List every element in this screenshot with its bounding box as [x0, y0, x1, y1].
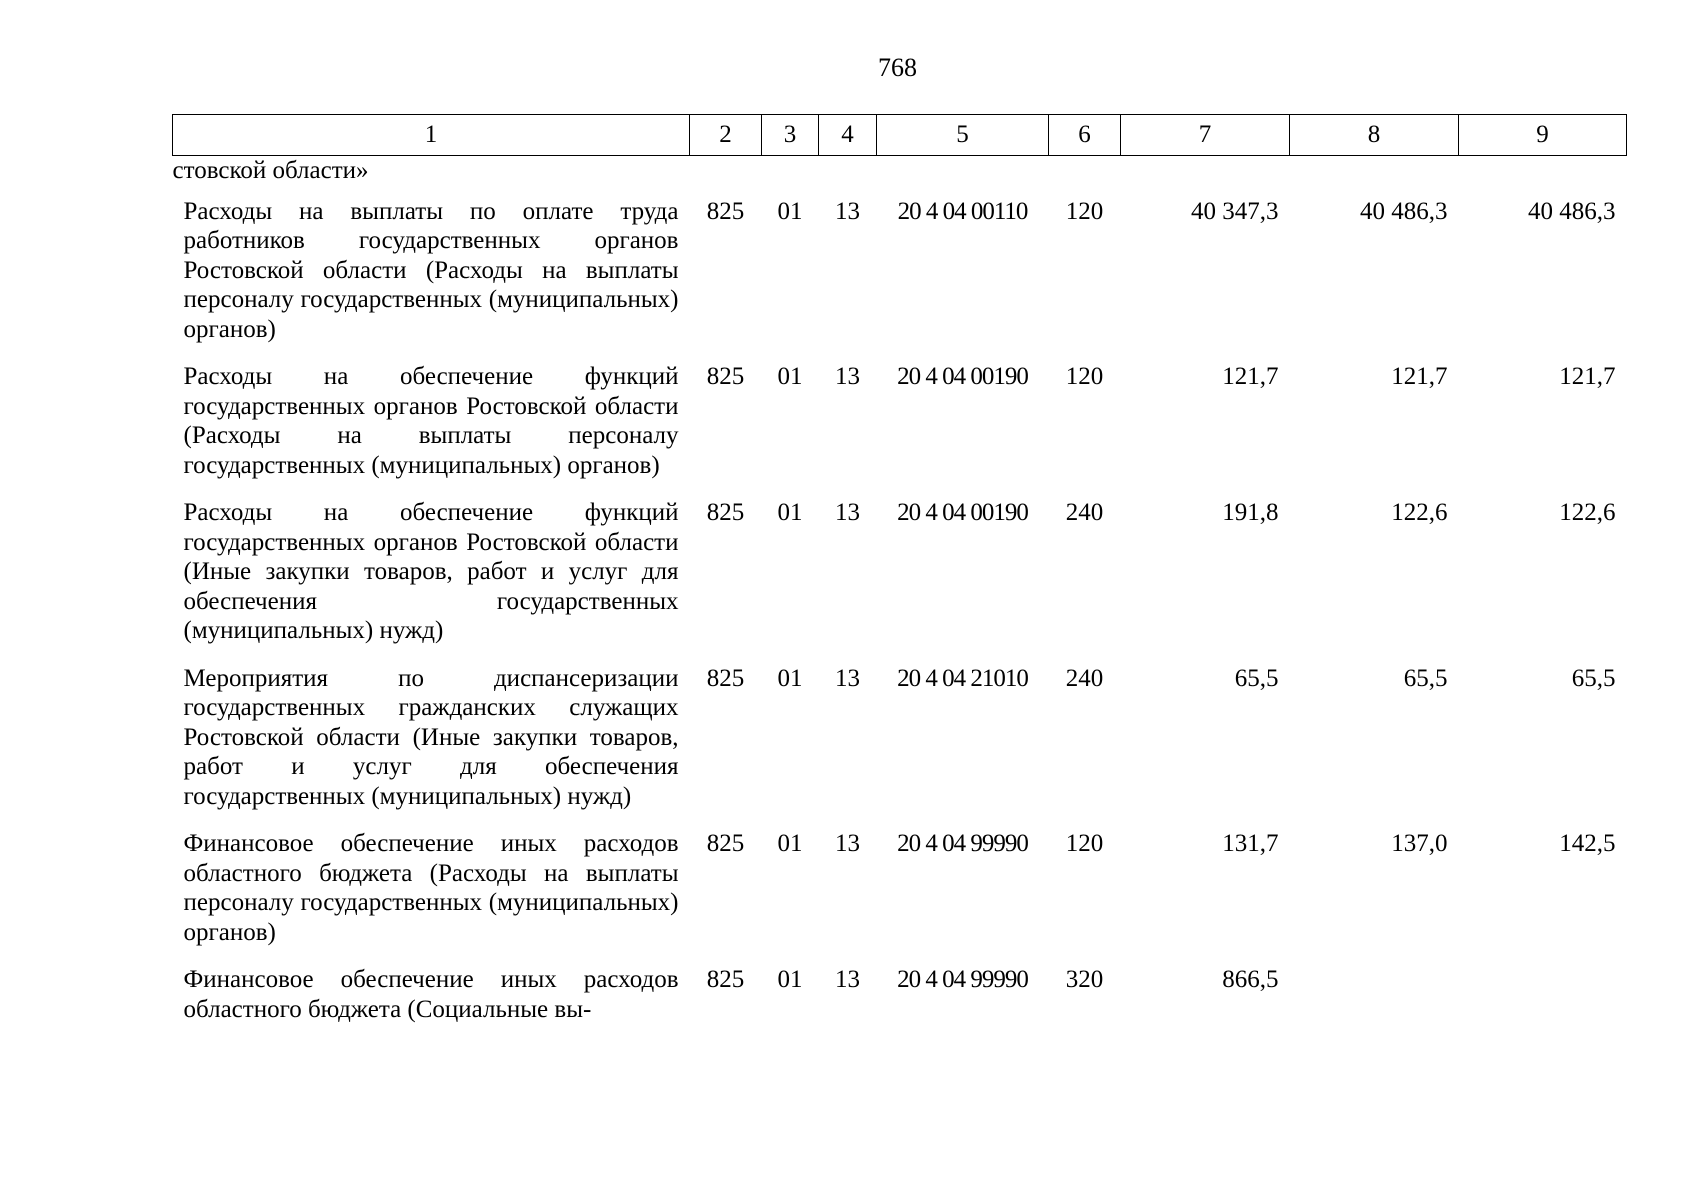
- row-section-code: 01: [777, 966, 803, 993]
- row-amount-col9: 142,5: [1559, 830, 1616, 857]
- row-amount-col7: 191,8: [1222, 499, 1279, 526]
- row-amount-col8: 137,0: [1391, 830, 1448, 857]
- table-row: [173, 353, 1627, 489]
- row-amount-col8: 122,6: [1391, 499, 1448, 526]
- column-header-7: 7: [1121, 115, 1290, 156]
- row-description: Расходы на выплаты по оплате труда работников государственных органов Ростовской области (Расходы на выплаты персоналу государственных (муниципальных) органов): [183, 197, 679, 343]
- table-row: [173, 655, 1627, 821]
- row-target-item-code: 20 4 04 00190: [897, 499, 1028, 526]
- row-section-code: 01: [777, 499, 803, 526]
- row-amount-col8: 65,5: [1403, 664, 1448, 692]
- row-amount-col9: 122,6: [1559, 499, 1616, 526]
- page-number: 768: [878, 53, 917, 82]
- empty-cell: [690, 156, 1627, 188]
- row-amount-col9: 40 486,3: [1528, 197, 1616, 225]
- continuation-row: [173, 156, 1627, 188]
- row-expense-type-code: 240: [1065, 664, 1104, 692]
- row-subsection-code: 13: [835, 363, 860, 390]
- budget-table: [172, 114, 1627, 1033]
- row-target-item-code: 20 4 04 00110: [897, 197, 1028, 225]
- table-row: [173, 820, 1627, 956]
- row-expense-type-code: 120: [1065, 197, 1104, 225]
- row-target-item-code: 20 4 04 99990: [897, 966, 1028, 993]
- continuation-text: стовской области»: [172, 157, 369, 184]
- column-header-1: 1: [173, 115, 690, 156]
- column-header-6: 6: [1049, 115, 1121, 156]
- table-header: [173, 115, 1627, 156]
- row-amount-col7: 121,7: [1222, 363, 1279, 390]
- row-ministry-code: 825: [706, 966, 745, 993]
- row-subsection-code: 13: [835, 966, 860, 993]
- row-ministry-code: 825: [706, 363, 745, 390]
- row-amount-col9: 121,7: [1559, 363, 1616, 390]
- row-description: Мероприятия по диспансеризации государственных гражданских служащих Ростовской области (Иные закупки товаров, работ и услуг для обеспечения государственных (муниципальных) нужд): [183, 664, 679, 810]
- row-amount-col8: 40 486,3: [1360, 197, 1448, 225]
- row-subsection-code: 13: [835, 197, 860, 225]
- row-description: Расходы на обеспечение функций государственных органов Ростовской области (Расходы на выплаты персоналу государственных (муниципальных) органов): [183, 363, 679, 479]
- row-expense-type-code: 120: [1065, 830, 1104, 857]
- column-header-8: 8: [1290, 115, 1459, 156]
- row-target-item-code: 20 4 04 21010: [897, 664, 1028, 692]
- row-amount-col7: 866,5: [1222, 966, 1279, 993]
- row-description: Финансовое обеспечение иных расходов областного бюджета (Расходы на выплаты персоналу государственных (муниципальных) органов): [183, 830, 679, 946]
- header-row: [173, 115, 1627, 156]
- row-section-code: 01: [777, 197, 803, 225]
- row-subsection-code: 13: [835, 664, 860, 692]
- column-header-3: 3: [762, 115, 819, 156]
- row-ministry-code: 825: [706, 197, 745, 225]
- table-row: [173, 188, 1627, 354]
- row-expense-type-code: 240: [1065, 499, 1104, 526]
- row-subsection-code: 13: [835, 830, 860, 857]
- row-description: Расходы на обеспечение функций государственных органов Ростовской области (Иные закупки товаров, работ и услуг для обеспечения государственных (муниципальных) нужд): [183, 499, 679, 644]
- table-row: [173, 489, 1627, 655]
- row-amount-col8: 121,7: [1391, 363, 1448, 390]
- row-section-code: 01: [777, 363, 803, 390]
- row-amount-col9: [1459, 956, 1627, 1033]
- row-ministry-code: 825: [706, 499, 745, 526]
- row-ministry-code: 825: [706, 830, 745, 857]
- row-section-code: 01: [777, 830, 803, 857]
- row-subsection-code: 13: [835, 499, 860, 526]
- column-header-4: 4: [819, 115, 877, 156]
- row-target-item-code: 20 4 04 00190: [897, 363, 1028, 390]
- row-amount-col7: 131,7: [1222, 830, 1279, 857]
- row-description: Финансовое обеспечение иных расходов областного бюджета (Социальные вы-: [183, 966, 679, 1023]
- column-header-5: 5: [877, 115, 1049, 156]
- column-header-9: 9: [1459, 115, 1627, 156]
- row-amount-col8: [1290, 956, 1459, 1033]
- table-body: [173, 156, 1627, 1034]
- row-amount-col7: 40 347,3: [1191, 197, 1279, 225]
- column-header-2: 2: [690, 115, 762, 156]
- row-expense-type-code: 120: [1065, 363, 1104, 390]
- row-amount-col9: 65,5: [1571, 664, 1616, 692]
- row-amount-col7: 65,5: [1234, 664, 1279, 692]
- row-target-item-code: 20 4 04 99990: [897, 830, 1028, 857]
- row-section-code: 01: [777, 664, 803, 692]
- table-row: [173, 956, 1627, 1033]
- row-expense-type-code: 320: [1065, 966, 1104, 993]
- row-ministry-code: 825: [706, 664, 745, 692]
